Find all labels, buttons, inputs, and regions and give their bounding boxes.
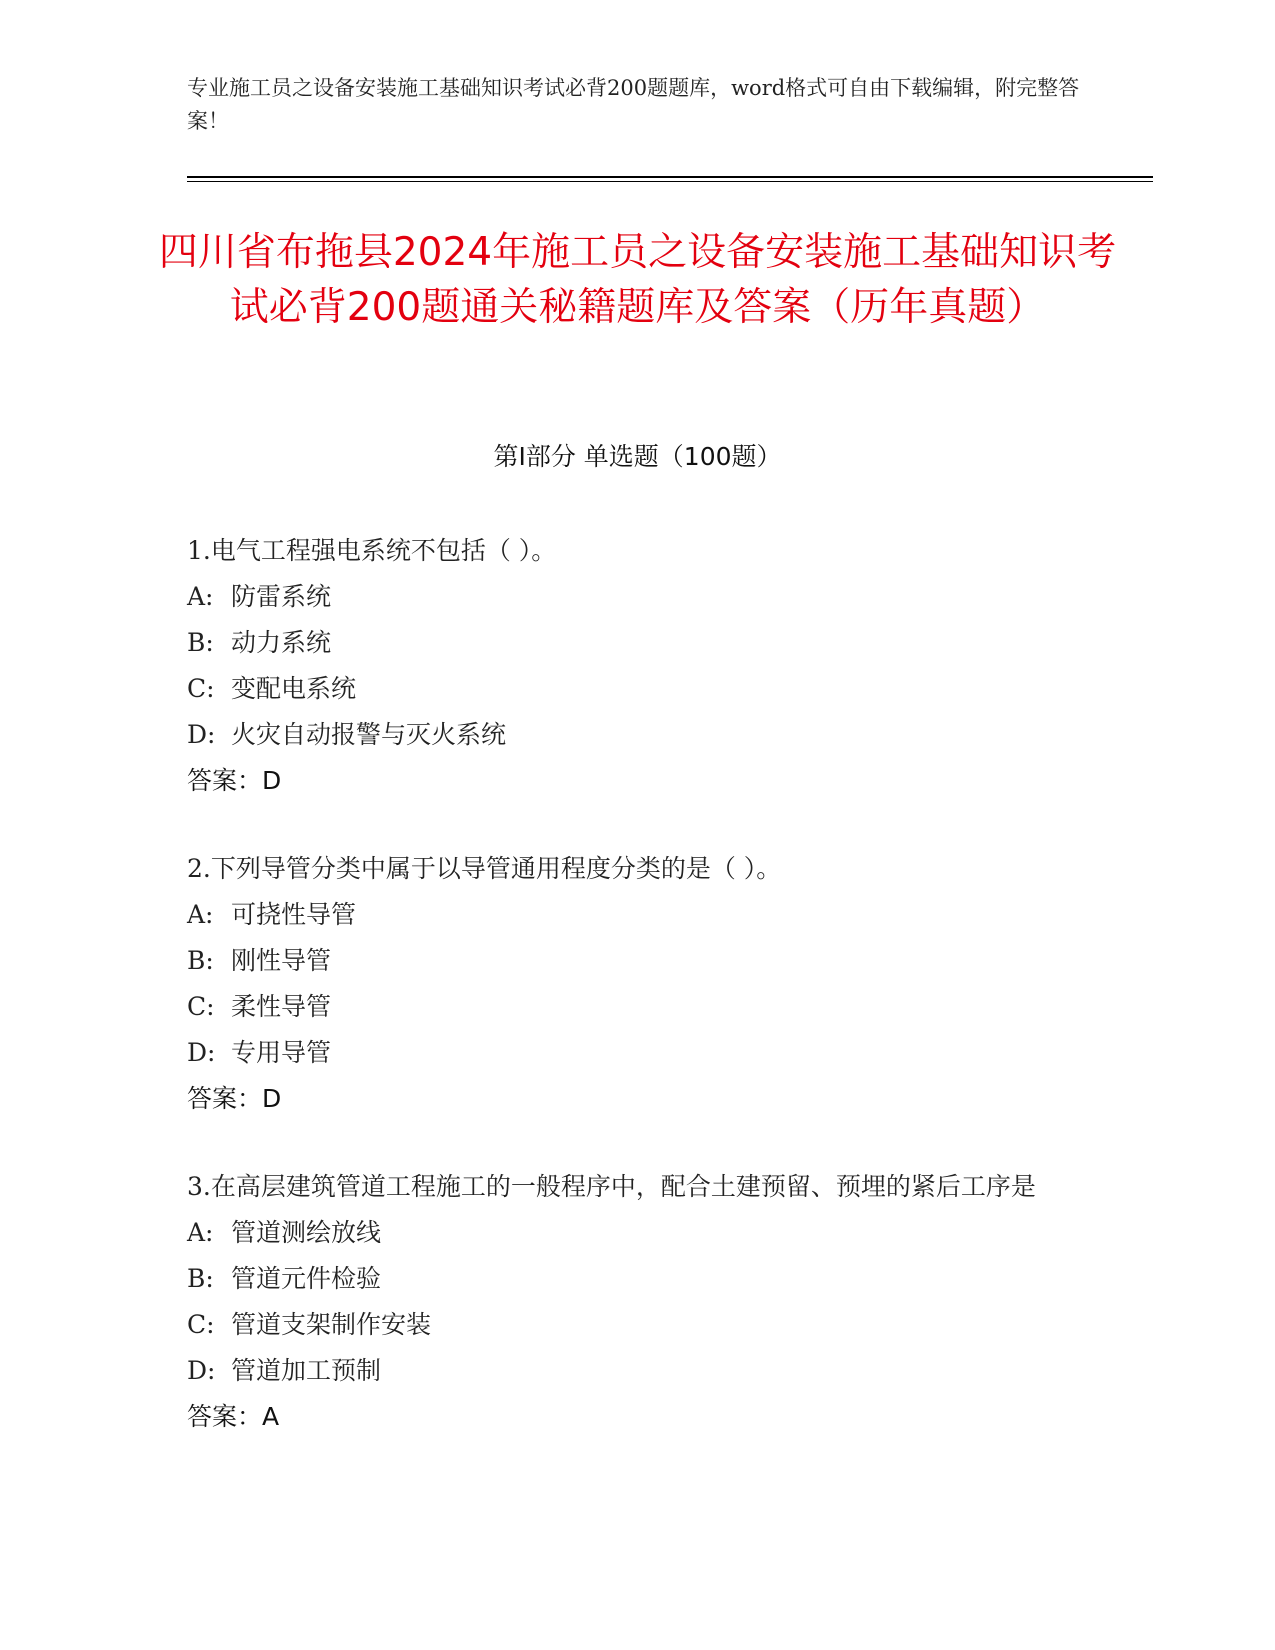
option-letter: A: bbox=[187, 900, 214, 929]
option-c bbox=[187, 666, 1067, 712]
option-letter: B: bbox=[187, 1264, 214, 1293]
option-text: 可挠性导管 bbox=[231, 900, 357, 929]
answer-line: 答案：A bbox=[187, 1402, 280, 1431]
option-text: 专用导管 bbox=[231, 1038, 332, 1067]
document-title: 四川省布拖县2024年施工员之设备安装施工基础知识考试必背200题通关秘籍题库及答案（历年真题） bbox=[158, 230, 1117, 330]
option-text: 管道元件检验 bbox=[231, 1264, 382, 1293]
option-text: 防雷系统 bbox=[231, 582, 332, 611]
question-2 bbox=[187, 846, 1067, 1122]
option-letter: A: bbox=[187, 1218, 214, 1247]
option-letter: C: bbox=[187, 992, 215, 1021]
question-1 bbox=[187, 528, 1067, 804]
option-text: 管道加工预制 bbox=[231, 1356, 382, 1385]
option-letter: C: bbox=[187, 1310, 215, 1339]
answer-line: 答案：D bbox=[187, 766, 282, 795]
option-letter: D: bbox=[187, 1038, 216, 1067]
option-c bbox=[187, 1302, 1067, 1348]
option-b bbox=[187, 938, 1067, 984]
option-text: 变配电系统 bbox=[231, 674, 357, 703]
question-list bbox=[187, 528, 1067, 1482]
option-letter: B: bbox=[187, 628, 214, 657]
option-a bbox=[187, 892, 1067, 938]
question-stem: 2.下列导管分类中属于以导管通用程度分类的是（ ）。 bbox=[187, 854, 782, 883]
option-d bbox=[187, 1030, 1067, 1076]
option-b bbox=[187, 1256, 1067, 1302]
option-text: 刚性导管 bbox=[231, 946, 332, 975]
header-divider-thick bbox=[187, 176, 1153, 178]
option-d bbox=[187, 712, 1067, 758]
option-text: 火灾自动报警与灭火系统 bbox=[231, 720, 507, 749]
option-text: 管道支架制作安装 bbox=[231, 1310, 432, 1339]
header-note: 专业施工员之设备安装施工基础知识考试必背200题题库，word格式可自由下载编辑，附完整答案！ bbox=[187, 76, 1080, 133]
question-3 bbox=[187, 1164, 1067, 1440]
option-letter: D: bbox=[187, 1356, 216, 1385]
option-letter: B: bbox=[187, 946, 214, 975]
option-b bbox=[187, 620, 1067, 666]
option-letter: D: bbox=[187, 720, 216, 749]
section-heading: 第Ⅰ部分 单选题（100题） bbox=[493, 442, 782, 471]
answer-line: 答案：D bbox=[187, 1084, 282, 1113]
option-letter: A: bbox=[187, 582, 214, 611]
option-a bbox=[187, 1210, 1067, 1256]
header-divider-thin bbox=[187, 181, 1153, 182]
option-c bbox=[187, 984, 1067, 1030]
question-stem: 1.电气工程强电系统不包括（ ）。 bbox=[187, 536, 557, 565]
option-d bbox=[187, 1348, 1067, 1394]
option-a bbox=[187, 574, 1067, 620]
option-letter: C: bbox=[187, 674, 215, 703]
question-stem: 3.在高层建筑管道工程施工的一般程序中，配合土建预留、预埋的紧后工序是 bbox=[187, 1172, 1036, 1201]
option-text: 动力系统 bbox=[231, 628, 332, 657]
option-text: 柔性导管 bbox=[231, 992, 332, 1021]
option-text: 管道测绘放线 bbox=[231, 1218, 382, 1247]
